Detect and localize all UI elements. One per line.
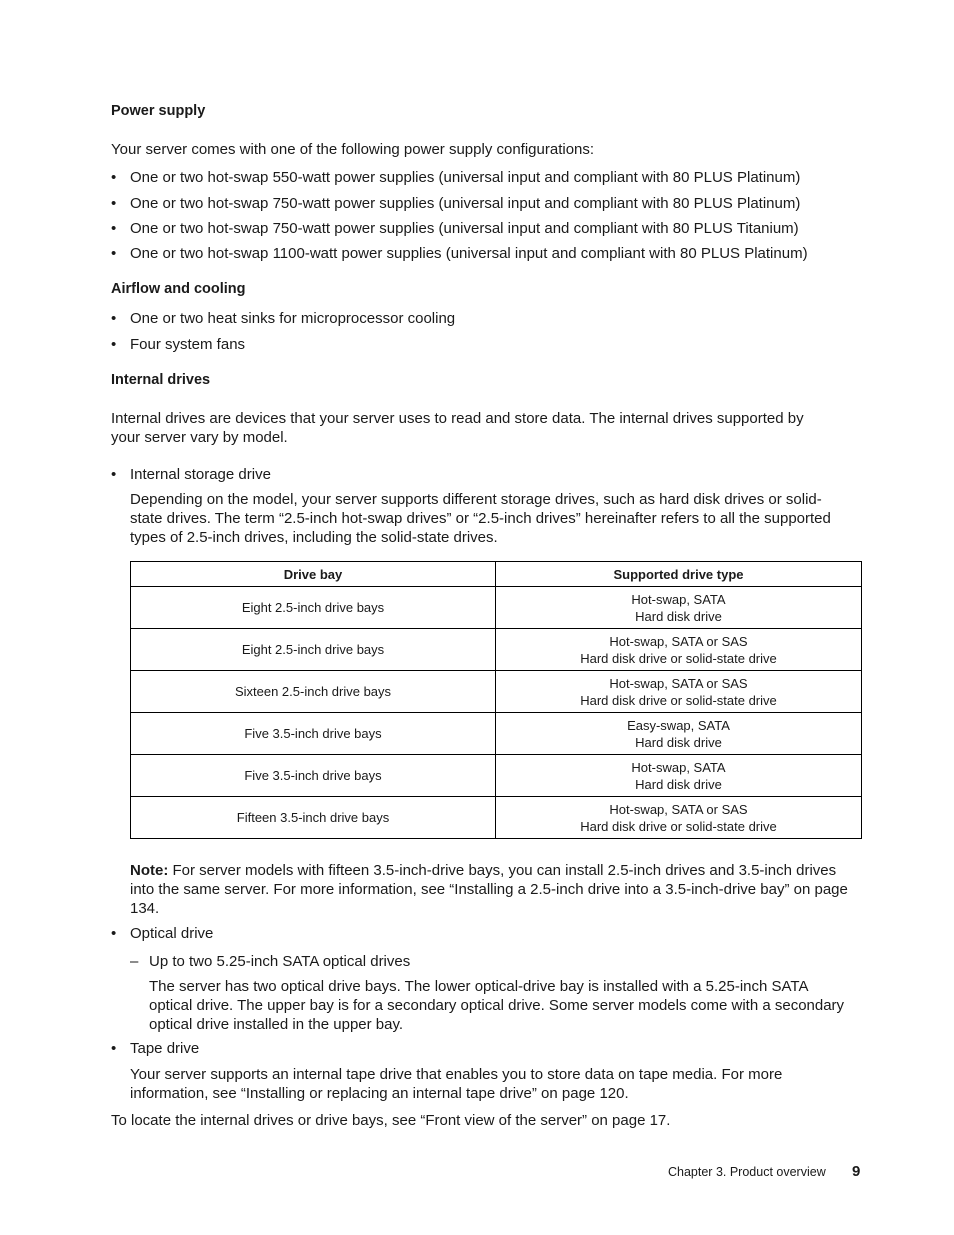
table-row [131, 629, 862, 671]
internal-drives-intro: Internal drives are devices that your server uses to read and store data. The internal drives supported by your server vary by model. [111, 410, 804, 446]
bullet-icon: • [111, 220, 117, 237]
table-row [131, 797, 862, 839]
dash-icon: – [130, 953, 139, 970]
power-supply-intro: Your server comes with one of the following power supply configurations: [111, 141, 595, 158]
drive-bay-table [130, 561, 862, 839]
bullet-icon: • [111, 310, 117, 327]
bullet-icon: • [111, 169, 117, 186]
drive-type-cell: Hot-swap, SATA Hard disk drive [496, 755, 862, 797]
optical-description: The server has two optical drive bays. The lower optical-drive bay is installed with a 5.25-inch SATA optical drive. The upper bay is for a secondary optical drive. Some server models come with a secondary optical drive installed in the upper bay. [149, 978, 845, 1033]
bullet-icon: • [111, 195, 117, 212]
page-number: 9 [852, 1163, 861, 1180]
bullet-icon: • [111, 245, 117, 262]
drive-bay-cell: Eight 2.5-inch drive bays [131, 629, 496, 671]
drive-bay-cell: Five 3.5-inch drive bays [131, 755, 496, 797]
table-row [131, 713, 862, 755]
bullet-icon: • [111, 1040, 117, 1057]
note-text: For server models with fifteen 3.5-inch-drive bays, you can install 2.5-inch drives and 3.5-inch drives into the same server. For more information, see “Installing a 2.5-inch drive into a 3.5-inch-drive bay” on page 134. [130, 862, 848, 917]
drive-type-cell: Hot-swap, SATA Hard disk drive [496, 587, 862, 629]
bullet-icon: • [111, 466, 117, 483]
airflow-heading: Airflow and cooling [111, 281, 246, 297]
table-row [131, 755, 862, 797]
note-paragraph [130, 861, 850, 918]
table-header-row [131, 562, 862, 587]
note-label: Note: [130, 862, 169, 879]
drive-bay-cell: Five 3.5-inch drive bays [131, 713, 496, 755]
drive-bay-cell: Sixteen 2.5-inch drive bays [131, 671, 496, 713]
tape-description: Your server supports an internal tape drive that enables you to store data on tape media. For more information, see “Installing or replacing an internal tape drive” on page 120. [130, 1066, 783, 1102]
internal-drives-heading: Internal drives [111, 372, 211, 388]
column-header-drive-type: Supported drive type [496, 562, 862, 587]
drive-type-cell: Hot-swap, SATA or SAS Hard disk drive or solid-state drive [496, 629, 862, 671]
footer-chapter: Chapter 3. Product overview [668, 1165, 826, 1179]
drive-type-cell: Hot-swap, SATA or SAS Hard disk drive or solid-state drive [496, 671, 862, 713]
bullet-icon: • [111, 336, 117, 353]
drive-type-cell: Hot-swap, SATA or SAS Hard disk drive or solid-state drive [496, 797, 862, 839]
drive-bay-cell: Eight 2.5-inch drive bays [131, 587, 496, 629]
drive-type-cell: Easy-swap, SATA Hard disk drive [496, 713, 862, 755]
bullet-icon: • [111, 925, 117, 942]
drive-bay-cell: Fifteen 3.5-inch drive bays [131, 797, 496, 839]
column-header-drive-bay: Drive bay [131, 562, 496, 587]
table-row [131, 587, 862, 629]
table-row [131, 671, 862, 713]
locate-drives-text: To locate the internal drives or drive bays, see “Front view of the server” on page 17. [111, 1112, 671, 1129]
storage-description: Depending on the model, your server supports different storage drives, such as hard disk drives or solid-state drives. The term “2.5-inch hot-swap drives” or “2.5-inch drives” hereinafter refers to all the supported types of 2.5-inch drives, including the solid-state drives. [130, 491, 831, 546]
power-supply-heading: Power supply [111, 103, 206, 119]
